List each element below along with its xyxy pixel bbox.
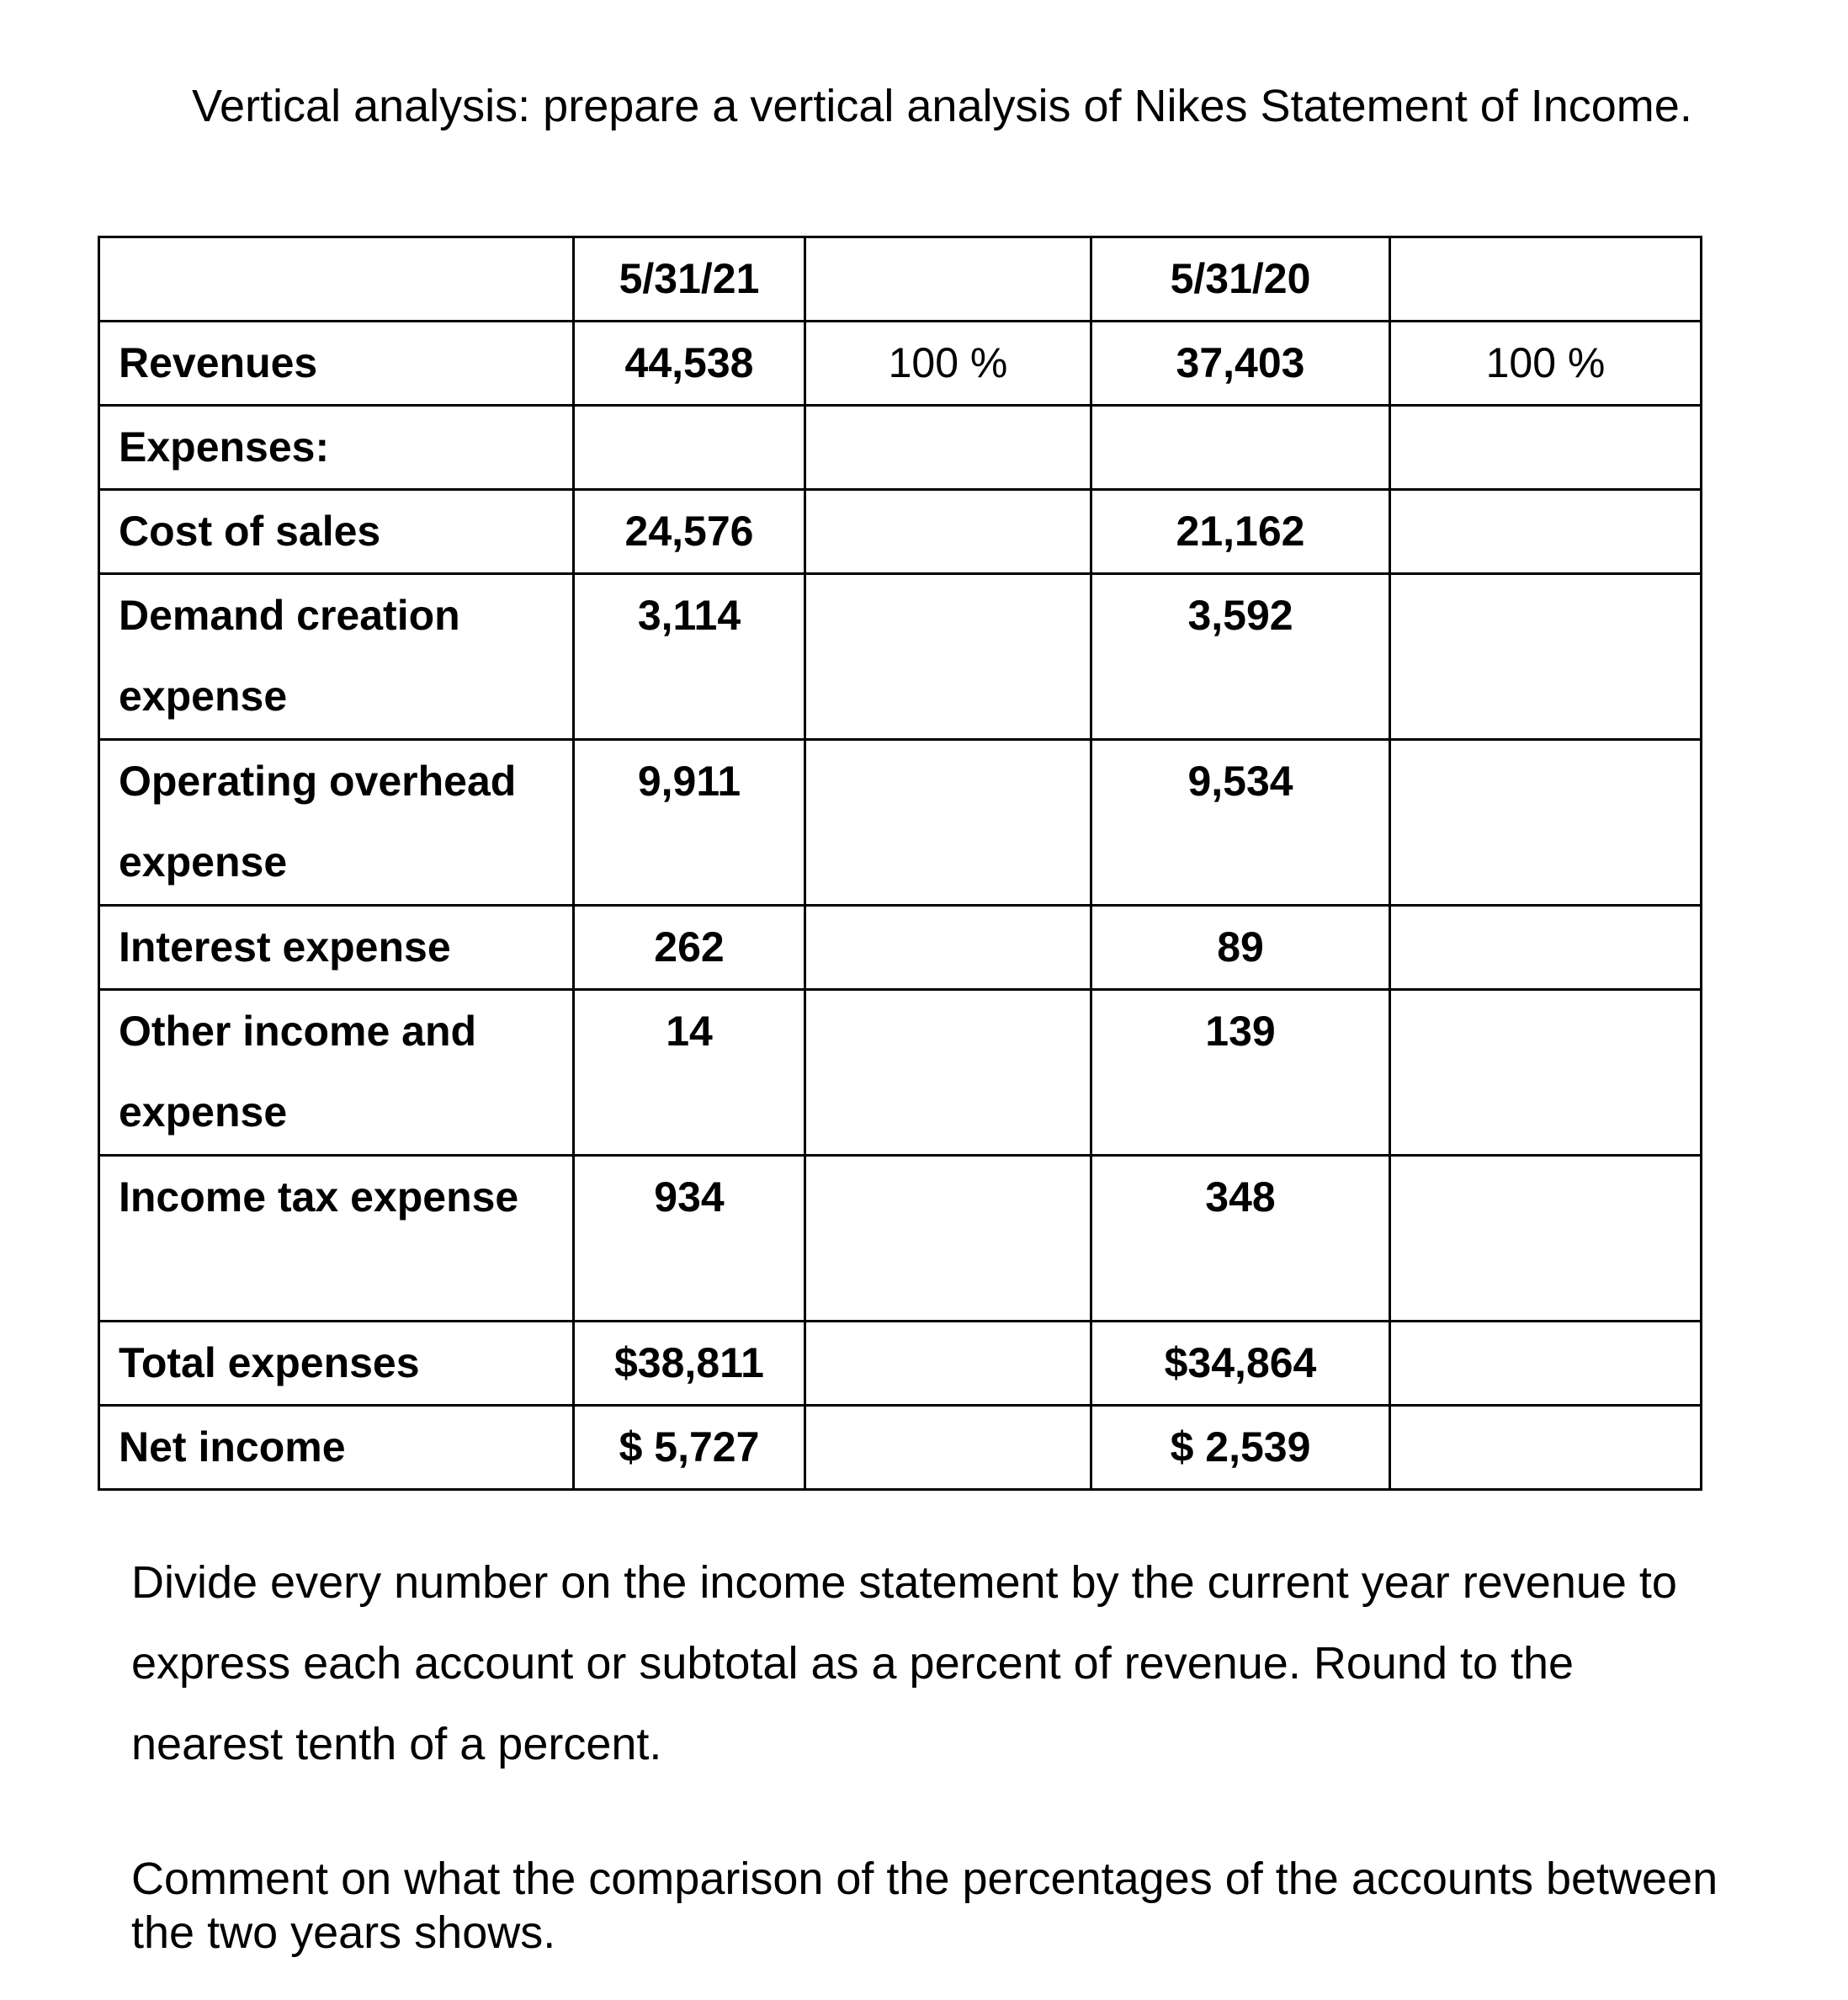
value-2020: 21,162 (1091, 490, 1390, 574)
table-row (99, 1322, 1702, 1406)
table-row (99, 906, 1702, 990)
row-label: Net income (99, 1406, 574, 1490)
percent-2020 (1390, 990, 1702, 1156)
value-2020: $34,864 (1091, 1322, 1390, 1406)
percent-2020 (1390, 740, 1702, 906)
value-2021 (574, 406, 805, 490)
header-2020: 5/31/20 (1091, 237, 1390, 322)
row-label: Total expenses (99, 1322, 574, 1406)
value-2021: 9,911 (574, 740, 805, 906)
row-label: Revenues (99, 322, 574, 406)
percent-2021 (805, 406, 1091, 490)
row-label: Demand creation expense (99, 574, 574, 740)
value-2021: 934 (574, 1156, 805, 1322)
value-2021: 24,576 (574, 490, 805, 574)
header-pct-2021 (805, 237, 1091, 322)
table-row (99, 574, 1702, 740)
percent-2020 (1390, 1156, 1702, 1322)
row-label: Income tax expense (99, 1156, 574, 1322)
row-label: Interest expense (99, 906, 574, 990)
value-2020: 37,403 (1091, 322, 1390, 406)
percent-2020 (1390, 906, 1702, 990)
value-2021: 3,114 (574, 574, 805, 740)
row-label: Expenses: (99, 406, 574, 490)
percent-2021 (805, 740, 1091, 906)
header-label-cell (99, 237, 574, 322)
header-row (99, 237, 1702, 322)
table-row (99, 740, 1702, 906)
comment-prompt-text: Comment on what the comparison of the percentages of the accounts between the two years shows. (131, 1854, 1718, 1958)
value-2020: 348 (1091, 1156, 1390, 1322)
table-row (99, 322, 1702, 406)
value-2020: $ 2,539 (1091, 1406, 1390, 1490)
value-2021: $ 5,727 (574, 1406, 805, 1490)
percent-2020 (1390, 490, 1702, 574)
income-statement-table (98, 236, 1702, 1491)
percent-2020 (1390, 574, 1702, 740)
percent-2020 (1390, 1322, 1702, 1406)
percent-2021 (805, 906, 1091, 990)
percent-2021 (805, 574, 1091, 740)
instructions-text: Divide every number on the income statement by the current year revenue to express each account or subtotal as a percent of revenue. Round to the nearest tenth of a percent. (131, 1557, 1677, 1769)
percent-2021 (805, 1406, 1091, 1490)
percent-2020: 100 % (1390, 322, 1702, 406)
header-2021: 5/31/21 (574, 237, 805, 322)
intro-text: Vertical analysis: prepare a vertical analysis of Nikes Statement of Income. (192, 81, 1692, 131)
table-row (99, 490, 1702, 574)
percent-2021 (805, 1322, 1091, 1406)
value-2020: 3,592 (1091, 574, 1390, 740)
row-label: Cost of sales (99, 490, 574, 574)
table-row (99, 990, 1702, 1156)
value-2020 (1091, 406, 1390, 490)
value-2020: 9,534 (1091, 740, 1390, 906)
percent-2020 (1390, 406, 1702, 490)
row-label: Operating overhead expense (99, 740, 574, 906)
value-2020: 89 (1091, 906, 1390, 990)
header-pct-2020 (1390, 237, 1702, 322)
value-2021: $38,811 (574, 1322, 805, 1406)
value-2021: 14 (574, 990, 805, 1156)
percent-2021 (805, 1156, 1091, 1322)
table-row (99, 1406, 1702, 1490)
value-2021: 262 (574, 906, 805, 990)
percent-2020 (1390, 1406, 1702, 1490)
table-row (99, 1156, 1702, 1322)
percent-2021 (805, 490, 1091, 574)
value-2020: 139 (1091, 990, 1390, 1156)
percent-2021 (805, 990, 1091, 1156)
row-label: Other income and expense (99, 990, 574, 1156)
percent-2021: 100 % (805, 322, 1091, 406)
table-row (99, 406, 1702, 490)
value-2021: 44,538 (574, 322, 805, 406)
